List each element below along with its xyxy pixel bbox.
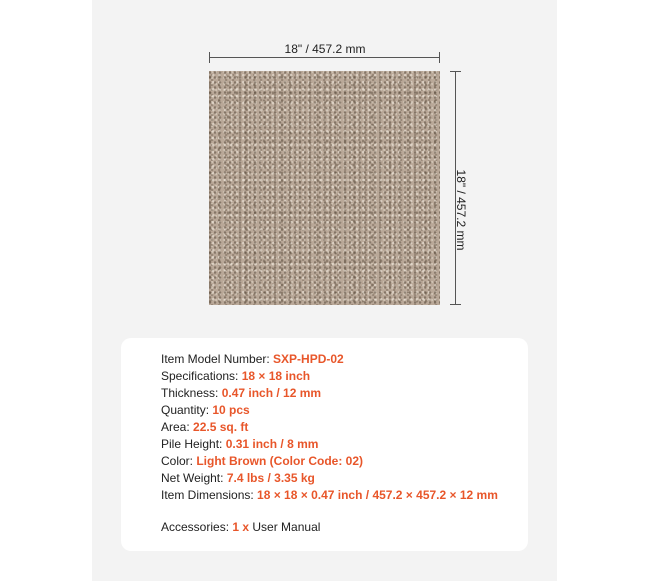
- spec-row-area: [161, 419, 498, 436]
- spec-row-net-weight: [161, 470, 498, 487]
- spec-row-model: [161, 351, 498, 368]
- spec-label: Net Weight:: [161, 471, 227, 485]
- spec-value: 0.31 inch / 8 mm: [225, 437, 319, 451]
- spec-label: Quantity:: [161, 403, 213, 417]
- carpet-tile-image: [209, 71, 440, 305]
- spec-value: SXP-HPD-02: [273, 352, 344, 366]
- spec-label: Specifications:: [161, 369, 242, 383]
- width-dimension-line: [209, 57, 440, 58]
- spec-value: 18 × 18 inch: [241, 369, 311, 383]
- height-dimension-label: 18" / 457.2 mm: [454, 169, 468, 251]
- spec-row-color: [161, 453, 498, 470]
- spec-value: 18 × 18 × 0.47 inch / 457.2 × 457.2 × 12 mm: [257, 488, 498, 502]
- spec-label: Thickness:: [161, 386, 222, 400]
- spec-value: 10 pcs: [212, 403, 250, 417]
- spec-row-pile-height: [161, 436, 498, 453]
- accessories-item: User Manual: [249, 520, 321, 534]
- spec-label: Item Dimensions:: [161, 488, 258, 502]
- width-tick-right: [439, 52, 440, 63]
- spec-row-quantity: [161, 402, 498, 419]
- spec-label: Item Model Number:: [161, 352, 274, 366]
- spec-row-specifications: [161, 368, 498, 385]
- accessories-qty: 1 x: [232, 520, 250, 534]
- spec-value: 22.5 sq. ft: [193, 420, 249, 434]
- accessories-label: Accessories:: [161, 520, 233, 534]
- spec-value: 0.47 inch / 12 mm: [221, 386, 322, 400]
- spec-value: Light Brown (Color Code: 02): [196, 454, 363, 468]
- accessories-row: [161, 520, 320, 534]
- spec-row-item-dimensions: [161, 487, 498, 504]
- spec-label: Color:: [161, 454, 197, 468]
- height-tick-top: [450, 71, 461, 72]
- spec-card: [121, 338, 528, 551]
- width-dimension-label: 18" / 457.2 mm: [284, 42, 366, 56]
- width-tick-left: [209, 52, 210, 63]
- spec-list: [161, 351, 498, 504]
- spec-row-thickness: [161, 385, 498, 402]
- spec-value: 7.4 lbs / 3.35 kg: [226, 471, 315, 485]
- height-tick-bottom: [450, 304, 461, 305]
- spec-label: Pile Height:: [161, 437, 226, 451]
- spec-label: Area:: [161, 420, 194, 434]
